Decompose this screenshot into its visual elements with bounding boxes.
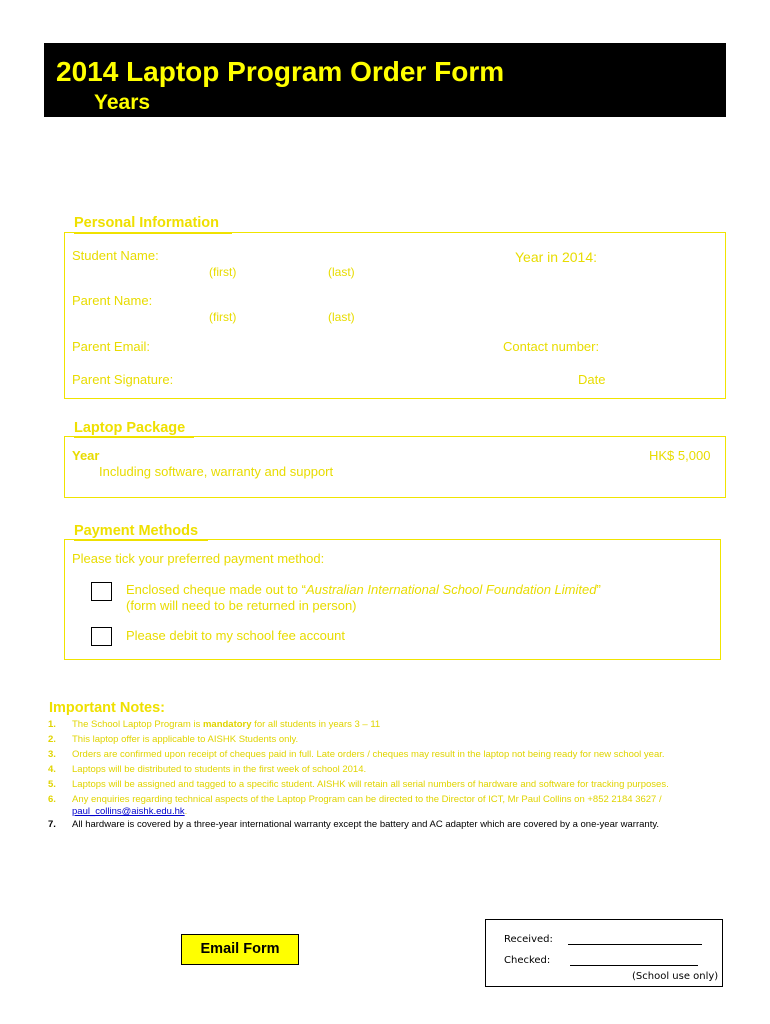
note-number: 7. xyxy=(48,819,56,830)
parent-first-label: (first) xyxy=(209,310,237,324)
note-number: 2. xyxy=(48,734,56,745)
note-number: 3. xyxy=(48,749,56,760)
note-text: for all students in years 3 – 11 xyxy=(251,719,381,730)
laptop-price: HK$ 5,000 xyxy=(649,448,711,463)
parent-last-label: (last) xyxy=(328,310,355,324)
note-text: The School Laptop Program is xyxy=(72,719,203,730)
payment-instruction: Please tick your preferred payment method: xyxy=(72,551,325,566)
received-line xyxy=(568,944,702,945)
cheque-option-prefix: Enclosed cheque made out to “ xyxy=(126,582,306,597)
note-text: . xyxy=(184,806,188,817)
school-use-box xyxy=(485,919,723,987)
parent-email-label: Parent Email: xyxy=(72,339,151,354)
received-label: Received: xyxy=(504,934,553,945)
cheque-option-label xyxy=(126,582,601,597)
note-item: Orders are confirmed upon receipt of cheques paid in full. Late orders / cheques may result in the laptop not being ready for new school year. xyxy=(72,749,665,760)
ict-email-link[interactable]: paul_collins@aishk.edu.hk xyxy=(72,806,185,817)
checked-line xyxy=(570,965,698,966)
note-item: Any enquiries regarding technical aspects of the Laptop Program can be directed to the Director of ICT, Mr Paul Collins on +852 2184 3627 / xyxy=(72,794,662,805)
important-notes-title: Important Notes: xyxy=(49,700,165,716)
note-item: Laptops will be distributed to students in the first week of school 2014. xyxy=(72,764,367,775)
note-item: This laptop offer is applicable to AISHK Students only. xyxy=(72,734,299,745)
checked-label: Checked: xyxy=(504,955,551,966)
personal-info-title: Personal Information xyxy=(74,215,220,231)
laptop-year-label: Year xyxy=(72,448,100,463)
student-last-label: (last) xyxy=(328,265,355,279)
cheque-option-note: (form will need to be returned in person) xyxy=(126,598,357,613)
student-name-label: Student Name: xyxy=(72,248,159,263)
school-use-caption: (School use only) xyxy=(632,971,719,982)
cheque-option-suffix: ” xyxy=(596,582,601,597)
form-title: 2014 Laptop Program Order Form xyxy=(56,56,505,87)
student-first-label: (first) xyxy=(209,265,237,279)
note-link-line xyxy=(72,806,187,817)
date-label: Date xyxy=(578,372,606,387)
email-form-button[interactable]: Email Form xyxy=(181,934,299,965)
note-emphasis: mandatory xyxy=(202,719,252,730)
parent-signature-label: Parent Signature: xyxy=(72,372,174,387)
note-item: All hardware is covered by a three-year international warranty except the battery and AC adapter which are covered by a one-year warranty. xyxy=(72,819,660,830)
debit-checkbox[interactable] xyxy=(91,627,112,646)
note-number: 4. xyxy=(48,764,56,775)
parent-name-label: Parent Name: xyxy=(72,293,153,308)
laptop-package-title: Laptop Package xyxy=(74,420,186,436)
note-number: 6. xyxy=(48,794,56,805)
note-item xyxy=(72,719,380,730)
debit-option-label: Please debit to my school fee account xyxy=(126,628,345,643)
laptop-description: Including software, warranty and support xyxy=(99,464,334,479)
form-header xyxy=(44,43,726,117)
note-number: 1. xyxy=(48,719,56,730)
note-item: Laptops will be assigned and tagged to a specific student. AISHK will retain all serial numbers of hardware and software for tracking purposes. xyxy=(72,779,669,790)
payment-methods-title: Payment Methods xyxy=(74,523,199,539)
cheque-option-payee: Australian International School Foundation Limited xyxy=(305,582,597,597)
contact-number-label: Contact number: xyxy=(503,339,600,354)
note-number: 5. xyxy=(48,779,56,790)
cheque-checkbox[interactable] xyxy=(91,582,112,601)
form-subtitle: Years xyxy=(94,91,151,114)
year-in-label: Year in 2014: xyxy=(515,249,597,265)
